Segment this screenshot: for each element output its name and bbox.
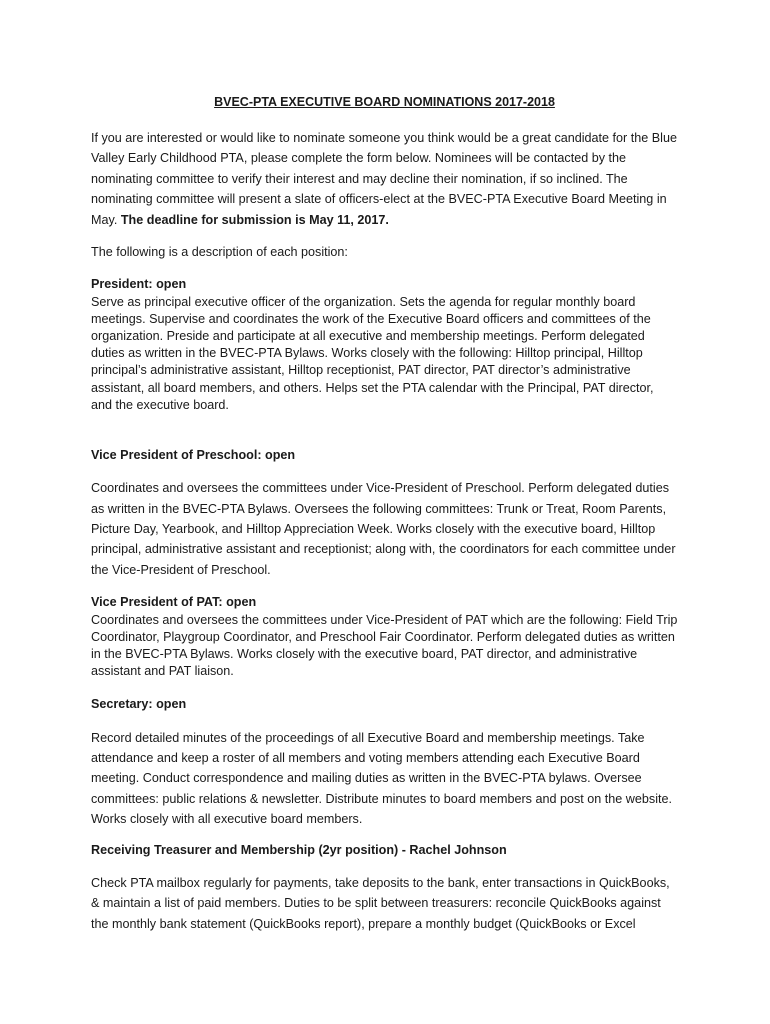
positions-intro: The following is a description of each position: [91, 245, 348, 260]
position-title-secretary: Secretary: open [91, 697, 187, 712]
position-description-secretary: Record detailed minutes of the proceedings of all Executive Board and membership meetings. Take attendance and keep a roster of all members and voting members attending each Executive Board meeting. Conduct correspondence and mailing duties as written in the BVEC-PTA bylaws. Oversee committees: public relations & newsletter. Distribute minutes to board members and post on the website. Works closely with all executive board members. [91, 730, 672, 827]
document-title: BVEC-PTA EXECUTIVE BOARD NOMINATIONS 2017-2018 [214, 95, 555, 109]
position-description-receiving-treasurer: Check PTA mailbox regularly for payments, take deposits to the bank, enter transactions in QuickBooks, & maintain a list of paid members. Duties to be split between treasurers: reconcile QuickBooks against the monthly bank statement (QuickBooks report), prepare a monthly budget (QuickBooks or Excel [91, 875, 670, 931]
position-title-receiving-treasurer: Receiving Treasurer and Membership (2yr position) - Rachel Johnson [91, 842, 507, 857]
position-title-vp-preschool: Vice President of Preschool: open [91, 448, 296, 463]
intro-text: If you are interested or would like to nominate someone you think would be a great candidate for the Blue Valley Early Childhood PTA, please complete the form below. Nominees will be contacted by the nominating committee to verify their interest and may decline their nomination, if so inclined. The nominating committee will present a slate of officers-elect at the BVEC-PTA Executive Board Meeting in May. [91, 131, 677, 227]
deadline-text: The deadline for submission is May 11, 2017. [120, 212, 389, 227]
intro-paragraph [91, 128, 678, 230]
position-description-president: Serve as principal executive officer of the organization. Sets the agenda for regular monthly board meetings. Supervise and coordinates the work of the Executive Board officers and committees of the organization. Preside and participate at all executive and membership meetings. Perform delegated duties as written in the BVEC-PTA Bylaws. Works closely with the following: Hilltop principal, Hilltop principal’s administrative assistant, Hilltop receptionist, PAT director, PAT director’s administrative assistant, all board members, and others. Helps set the PTA calendar with the Principal, PAT director, and the executive board. [91, 294, 654, 412]
position-title-president: President: open [91, 277, 187, 292]
position-title-vp-pat: Vice President of PAT: open [91, 595, 257, 610]
position-description-vp-pat: Coordinates and oversees the committees under Vice-President of PAT which are the following: Field Trip Coordinator, Playgroup Coordinator, and Preschool Fair Coordinator. Perform delegated duties as written in the BVEC-PTA Bylaws. Works closely with the executive board, PAT director, and administrative assistant and PAT liaison. [91, 612, 678, 679]
position-description-vp-preschool: Coordinates and oversees the committees under Vice-President of Preschool. Perform delegated duties as written in the BVEC-PTA Bylaws. Oversees the following committees: Trunk or Treat, Room Parents, Picture Day, Yearbook, and Hilltop Appreciation Week. Works closely with the executive board, Hilltop principal, administrative assistant and receptionist; along with, the coordinators for each committee under the Vice-President of Preschool. [91, 481, 676, 577]
